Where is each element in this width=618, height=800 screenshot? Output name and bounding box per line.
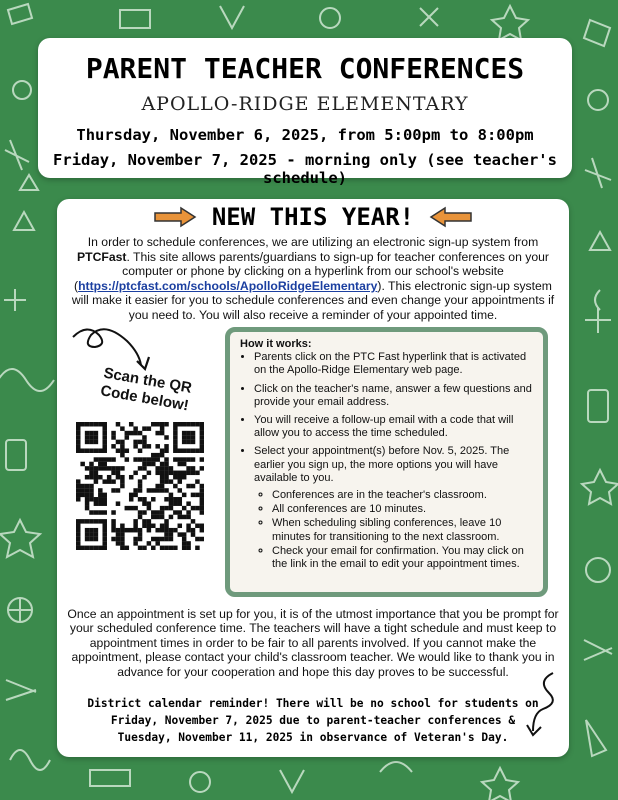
scan-qr-label: Scan the QR Code below! (99, 364, 194, 415)
page-title: PARENT TEACHER CONFERENCES (85, 52, 525, 85)
list-item-text: Select your appointment(s) before Nov. 5, 2025. The earlier you sign up, the more options you will have available to you. (254, 445, 510, 484)
list-item (254, 445, 533, 571)
sub-list-item: ◦ Check your email for confirmation. You may click on the link in the email to edit your appointment times. (272, 545, 533, 571)
main-card (57, 199, 569, 757)
sub-steps-list (254, 489, 533, 571)
intro-text-1: In order to schedule conferences, we are utilizing an electronic sign-up system from (87, 235, 539, 249)
new-this-year-heading (57, 203, 569, 237)
intro-brand: PTCFast (77, 249, 127, 264)
list-item: • Parents click on the PTC Fast hyperlink that is activated on the Apollo-Ridge Elementary web page. (254, 351, 533, 377)
intro-text-2: . This site allows parents/guardians to sign-up for teacher conferences on your computer or phone by clicking on a hyperlink from our school's website ( (74, 249, 549, 293)
right-arrow-icon (153, 206, 197, 228)
how-it-works-title: How it works: (240, 338, 312, 350)
header-card (38, 38, 572, 187)
list-item: • You will receive a follow-up email with a code that will allow you to access the time scheduled. (254, 414, 533, 440)
list-item: • Click on the teacher's name, answer a few questions and provide your email address. (254, 383, 533, 409)
sub-list-item: ◦ Conferences are in the teacher's classroom. (272, 489, 533, 502)
calendar-reminder: District calendar reminder! There will be no school for students on Friday, November 7, 2025 due to parent-teacher conferences & Tuesday, November 11, 2025 in observance of Veteran's Day. (87, 697, 539, 744)
qr-code-image[interactable] (76, 422, 204, 550)
new-this-year-title: NEW THIS YEAR! (211, 203, 415, 231)
sub-list-item: ◦ When scheduling sibling conferences, leave 10 minutes for transitioning to the next classroom. (272, 517, 533, 543)
how-it-works-box (225, 327, 548, 597)
intro-paragraph (67, 235, 559, 323)
date-line-2: Friday, November 7, 2025 - morning only (see teacher's schedule) (53, 151, 557, 187)
intro-text-3: ). This electronic sign-up system will make it easier for you to schedule conferences and even change your appointments if you need to. You will also receive a reminder of your appointed time. (71, 278, 555, 322)
closing-paragraph: Once an appointment is set up for you, it is of the utmost importance that you be prompt for your scheduled conference time. The teachers will have a tight schedule and must keep to appointment times in order to be fair to all parents involved. If you cannot make the appointment, please contact your child's classroom teacher. We would like to thank you in advance for your cooperation and hope this day proves to be successful. (67, 607, 559, 679)
sub-list-item: ◦ All conferences are 10 minutes. (272, 503, 533, 516)
date-line-1: Thursday, November 6, 2025, from 5:00pm to 8:00pm (76, 126, 534, 144)
steps-list (240, 351, 533, 571)
school-name: APOLLO-RIDGE ELEMENTARY (141, 93, 469, 115)
school-website-link[interactable]: https://ptcfast.com/schools/ApolloRidgeElementary (78, 278, 378, 293)
left-arrow-icon (429, 206, 473, 228)
